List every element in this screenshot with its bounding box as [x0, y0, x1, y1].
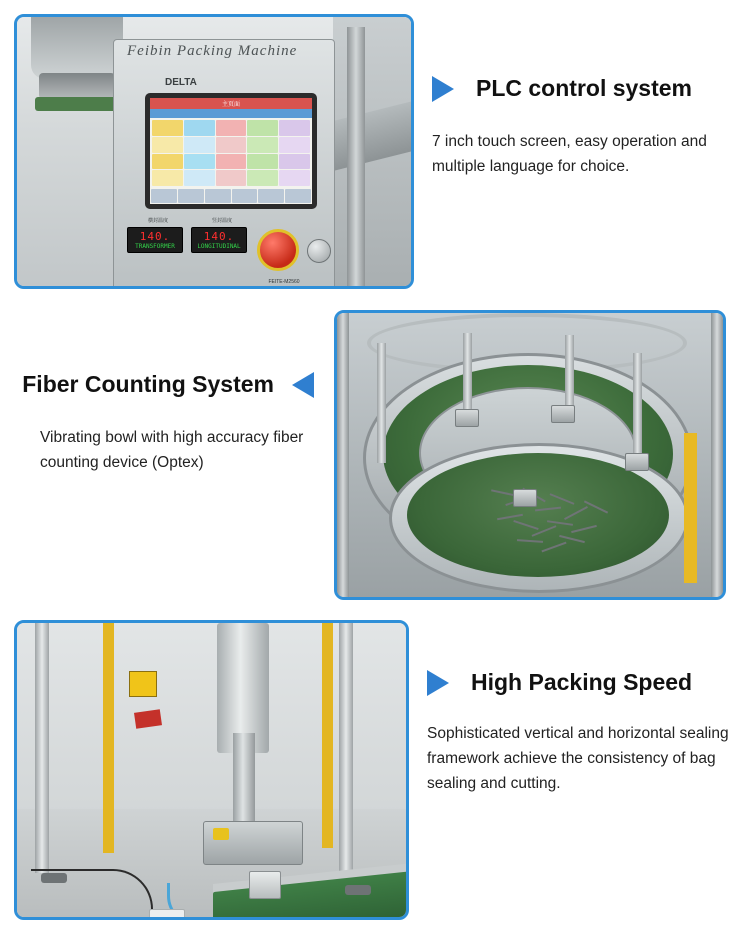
- feature-heading-row: [432, 76, 742, 102]
- hmi-touch-screen[interactable]: [145, 93, 317, 209]
- safety-guard-yellow: [684, 433, 697, 583]
- hopper-shape: [31, 17, 123, 79]
- feature-body: Vibrating bowl with high accuracy fiber counting device (Optex): [40, 429, 304, 471]
- meter-label-vertical: 竖封温度: [211, 218, 232, 224]
- green-trim-shape: [35, 97, 121, 111]
- sensor-clamp: [625, 453, 649, 471]
- emergency-stop-button[interactable]: [257, 229, 299, 271]
- support-post: [565, 335, 574, 415]
- feature-heading: Fiber Counting System: [22, 371, 274, 398]
- hmi-cell: [152, 120, 183, 136]
- junction-box: [149, 909, 185, 920]
- hmi-key[interactable]: [232, 189, 258, 203]
- hmi-cell: [152, 137, 183, 153]
- sensor-clamp: [455, 409, 479, 427]
- feature-heading: High Packing Speed: [471, 669, 693, 696]
- temperature-meter-vertical: [191, 227, 247, 253]
- feature-heading: PLC control system: [476, 75, 692, 102]
- meter-value: 140.: [139, 230, 171, 243]
- hopper-neck-shape: [39, 73, 115, 99]
- hmi-key[interactable]: [285, 189, 311, 203]
- machine-right-rail: [347, 27, 365, 289]
- frame-post-right: [711, 313, 723, 597]
- hmi-screen-subbar: [150, 109, 312, 118]
- meter-sub-label: LONGITUDINAL: [197, 243, 241, 250]
- hmi-screen-title-bar: [150, 98, 312, 109]
- hmi-screen-content: [150, 98, 312, 204]
- feature-body: Sophisticated vertical and horizontal sealing framework achieve the consistency of bag sealing and cutting.: [427, 725, 729, 792]
- plc-control-panel-photo: [14, 14, 414, 289]
- support-post: [377, 343, 386, 463]
- control-knob[interactable]: [307, 239, 331, 263]
- temperature-meter-horizontal: [127, 227, 183, 253]
- feature-body: 7 inch touch screen, easy operation and multiple language for choice.: [432, 133, 707, 175]
- frame-post-right: [339, 623, 353, 883]
- hmi-cell: [184, 154, 215, 170]
- safety-guard-left: [103, 623, 114, 853]
- machine-foot: [41, 873, 67, 883]
- support-post: [633, 353, 642, 463]
- vertical-sealing-framework-photo: [14, 620, 409, 920]
- sensor-clamp: [551, 405, 575, 423]
- hmi-cell: [152, 154, 183, 170]
- hmi-cell: [216, 170, 247, 186]
- hmi-cell: [184, 120, 215, 136]
- hmi-key[interactable]: [178, 189, 204, 203]
- feature-heading-row: [14, 372, 314, 398]
- hmi-cell: [152, 170, 183, 186]
- optex-counting-sensor: [513, 489, 537, 507]
- hmi-key[interactable]: [258, 189, 284, 203]
- arrow-right-icon: [432, 76, 454, 102]
- hmi-cell: [279, 170, 310, 186]
- hmi-cell: [279, 137, 310, 153]
- arrow-right-icon: [427, 670, 449, 696]
- hmi-cell: [279, 154, 310, 170]
- meter-value: 140.: [203, 230, 235, 243]
- machine-foot: [345, 885, 371, 895]
- filling-tube: [233, 733, 255, 833]
- fiber-nails-pile: [487, 488, 627, 558]
- frame-post-left: [35, 623, 49, 873]
- feature-text-fiber: [14, 372, 314, 476]
- safety-guard-right: [322, 623, 333, 848]
- warning-placard: [129, 671, 157, 697]
- feature-block-high-packing-speed: [14, 620, 737, 920]
- hmi-cell: [247, 154, 278, 170]
- hot-surface-warning-icon: [213, 828, 229, 840]
- hmi-cell: [184, 170, 215, 186]
- hmi-parameter-grid: [150, 118, 312, 188]
- hmi-cell: [247, 120, 278, 136]
- hmi-key[interactable]: [205, 189, 231, 203]
- hmi-cell: [216, 154, 247, 170]
- meter-label-horizontal: 横封温度: [147, 218, 168, 224]
- feature-heading-row: [427, 670, 737, 696]
- hmi-cell: [216, 137, 247, 153]
- hmi-brand-logo: DELTA: [165, 77, 197, 88]
- meter-sub-label: TRANSFORMER: [135, 243, 175, 250]
- conveyor-motor: [249, 871, 281, 899]
- arrow-left-icon: [292, 372, 314, 398]
- hmi-cell: [247, 137, 278, 153]
- machine-brand-label: Feibin Packing Machine: [127, 43, 298, 59]
- hmi-key-row[interactable]: [150, 188, 312, 204]
- frame-post-left: [337, 313, 349, 597]
- feature-text-speed: [427, 670, 737, 796]
- machine-nameplate: FEITE-M2560: [268, 279, 300, 285]
- hmi-key[interactable]: [151, 189, 177, 203]
- hmi-screen-title-text: 主页面: [221, 102, 240, 108]
- hmi-cell: [247, 170, 278, 186]
- feature-text-plc: [432, 76, 742, 180]
- hmi-cell: [279, 120, 310, 136]
- hmi-cell: [184, 137, 215, 153]
- feature-block-plc-control-system: [14, 14, 742, 289]
- vibrating-bowl-feeder-photo: [334, 310, 726, 600]
- feature-block-fiber-counting-system: [14, 310, 726, 600]
- hmi-cell: [216, 120, 247, 136]
